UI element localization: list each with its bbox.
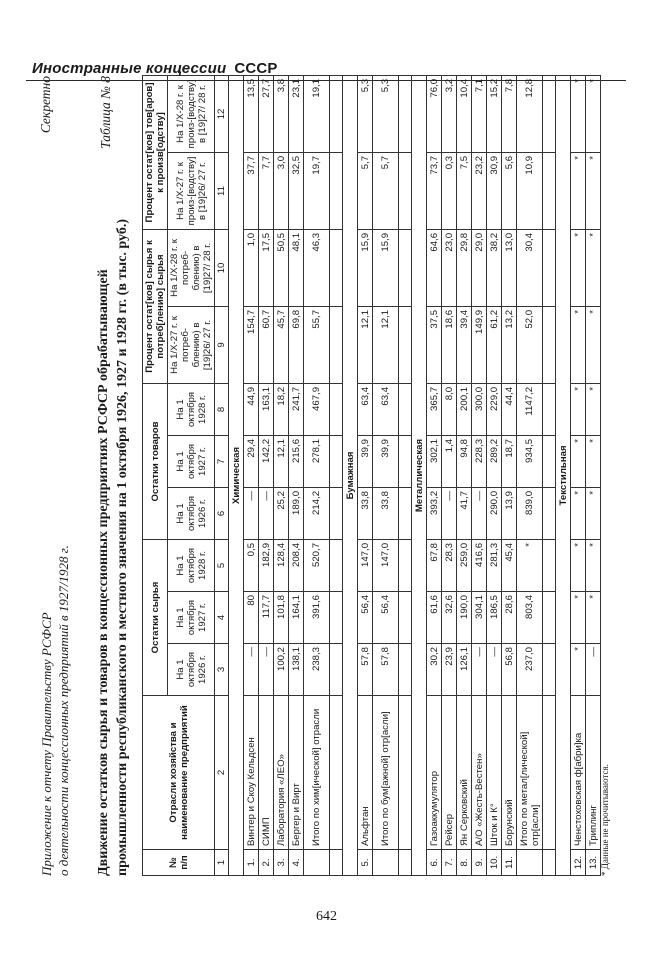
table-number: Таблица № 8 (98, 76, 113, 149)
value-cell: 215,6 (289, 435, 304, 487)
col-pct-raw-27-header: На 1/X-27 г. к потреб-блению) в [19]26/ 27 г. (168, 306, 215, 383)
spacer-cell (399, 539, 412, 591)
enterprise-name-cell: Шток и К° (487, 696, 502, 850)
value-cell: 147,0 (373, 539, 399, 591)
row-number-cell: 3. (274, 850, 289, 876)
value-cell: 138,1 (289, 644, 304, 696)
enterprise-name-cell: Альфтан (358, 696, 373, 850)
col-pct-raw-28-header: На 1/X-28 г. к потреб-блению) в [19]27/ 28 г. (168, 229, 215, 306)
value-cell: 0,5 (244, 539, 259, 591)
column-index-cell: 9 (215, 306, 229, 383)
value-cell: 1147,2 (517, 383, 543, 435)
value-cell: 30,2 (427, 644, 442, 696)
value-cell: 28,3 (442, 539, 457, 591)
value-cell: 50,5 (274, 229, 289, 306)
spacer-cell (399, 435, 412, 487)
spacer-cell (543, 644, 556, 696)
value-cell: 186,5 (487, 592, 502, 644)
rotated-page-content (38, 76, 618, 876)
value-cell: 5,3 (358, 75, 373, 152)
table-row (289, 75, 304, 875)
value-cell: * (586, 383, 601, 435)
row-number-cell: 6. (427, 850, 442, 876)
value-cell: — (244, 644, 259, 696)
value-cell: 76,0 (427, 75, 442, 152)
spacer-cell (399, 592, 412, 644)
value-cell: 13,0 (502, 229, 517, 306)
value-cell: 45,7 (274, 306, 289, 383)
value-cell: 39,4 (457, 306, 472, 383)
spacer-cell (330, 229, 343, 306)
value-cell: 23,0 (442, 229, 457, 306)
spacer-cell (330, 306, 343, 383)
value-cell: 15,2 (487, 75, 502, 152)
value-cell: 45,4 (502, 539, 517, 591)
spacer-cell (543, 435, 556, 487)
value-cell: 10,9 (517, 152, 543, 229)
value-cell: 30,9 (487, 152, 502, 229)
col-goods-1926-header: На 1 октября 1926 г. (168, 487, 215, 539)
value-cell: 128,4 (274, 539, 289, 591)
value-cell: — (244, 487, 259, 539)
value-cell: 29,4 (244, 435, 259, 487)
row-number-cell: 9. (472, 850, 487, 876)
spacer-cell (399, 850, 412, 876)
value-cell: * (586, 229, 601, 306)
value-cell: 200,1 (457, 383, 472, 435)
value-cell: 18,2 (274, 383, 289, 435)
spacer-cell (330, 383, 343, 435)
value-cell: * (586, 152, 601, 229)
value-cell: * (571, 592, 586, 644)
value-cell: — (487, 644, 502, 696)
value-cell: 55,7 (304, 306, 330, 383)
row-number-cell: 7. (442, 850, 457, 876)
value-cell: * (571, 435, 586, 487)
spacer-cell (543, 539, 556, 591)
value-cell: 934,5 (517, 435, 543, 487)
spacer-cell (399, 383, 412, 435)
value-cell: 56,4 (358, 592, 373, 644)
value-cell: 1,4 (442, 435, 457, 487)
section-title-row (412, 75, 427, 875)
value-cell: 37,7 (244, 152, 259, 229)
enterprise-name-cell: Борунский (502, 696, 517, 850)
value-cell: 163,1 (259, 383, 274, 435)
value-cell: 37,5 (427, 306, 442, 383)
table-row (586, 75, 601, 875)
column-index-cell: 6 (215, 487, 229, 539)
value-cell: 15,9 (373, 229, 399, 306)
table-row (244, 75, 259, 875)
spacer-cell (399, 306, 412, 383)
table-row (502, 75, 517, 875)
col-pct-raw-group-header: Процент остат[ков] сырья к потреб[лению] сырья (143, 229, 168, 383)
value-cell: 149,9 (472, 306, 487, 383)
col-name-header: Отрасли хозяйства и наименование предприятий (143, 696, 215, 850)
value-cell: 33,8 (373, 487, 399, 539)
row-number-cell: 13. (586, 850, 601, 876)
table-row (358, 75, 373, 875)
spacer-cell (330, 152, 343, 229)
col-goods-group-header: Остатки товаров (143, 383, 168, 539)
value-cell: 73,7 (427, 152, 442, 229)
value-cell: — (259, 644, 274, 696)
value-cell: * (571, 644, 586, 696)
enterprise-name-cell: Ян Серковский (457, 696, 472, 850)
section-title-row (556, 75, 571, 875)
value-cell: 23,1 (289, 75, 304, 152)
value-cell: * (571, 75, 586, 152)
data-table (142, 75, 601, 876)
value-cell: * (517, 539, 543, 591)
value-cell: 289,2 (487, 435, 502, 487)
enterprise-name-cell: Бергер и Вирт (289, 696, 304, 850)
table-row (457, 75, 472, 875)
spacer-cell (330, 539, 343, 591)
col-pct-goods-28-header: На 1/X-28 г. к произ-[водству] в [19]27/ 28 г. (168, 75, 215, 152)
table-row (259, 75, 274, 875)
spacer-cell (543, 592, 556, 644)
value-cell: 208,4 (289, 539, 304, 591)
column-index-cell: 8 (215, 383, 229, 435)
column-index-cell: 5 (215, 539, 229, 591)
table-row (274, 75, 289, 875)
value-cell: 237,0 (517, 644, 543, 696)
subtotal-row (373, 75, 399, 875)
value-cell: 3,8 (274, 75, 289, 152)
row-number-cell: 4. (289, 850, 304, 876)
row-number-cell (304, 850, 330, 876)
row-number-cell: 1. (244, 850, 259, 876)
value-cell: 44,9 (244, 383, 259, 435)
value-cell: 5,7 (358, 152, 373, 229)
value-cell: * (571, 152, 586, 229)
value-cell: 154,7 (244, 306, 259, 383)
value-cell: * (586, 306, 601, 383)
running-header-country: СССР (234, 60, 278, 77)
value-cell: 39,9 (373, 435, 399, 487)
value-cell: 241,7 (289, 383, 304, 435)
spacer-cell (543, 487, 556, 539)
value-cell: — (586, 644, 601, 696)
value-cell: 27,7 (259, 75, 274, 152)
table-row (427, 75, 442, 875)
value-cell: * (586, 592, 601, 644)
value-cell: 15,9 (358, 229, 373, 306)
value-cell: 5,7 (373, 152, 399, 229)
value-cell: * (571, 383, 586, 435)
value-cell: 8,0 (442, 383, 457, 435)
spacer-cell (543, 306, 556, 383)
appendix-note (38, 545, 72, 876)
subtotal-row (304, 75, 330, 875)
spacer-cell (330, 644, 343, 696)
value-cell: 94,8 (457, 435, 472, 487)
value-cell: 100,2 (274, 644, 289, 696)
spacer-cell (543, 383, 556, 435)
value-cell: 7,8 (502, 75, 517, 152)
value-cell: 29,0 (472, 229, 487, 306)
enterprise-name-cell: Итого по бум[ажной] отр[асли] (373, 696, 399, 850)
column-index-cell: 12 (215, 75, 229, 152)
value-cell: 101,8 (274, 592, 289, 644)
table-row (472, 75, 487, 875)
value-cell: 7,5 (457, 152, 472, 229)
spacer-cell (330, 75, 343, 152)
value-cell: 281,3 (487, 539, 502, 591)
spacer-cell (399, 487, 412, 539)
spacer-cell (330, 696, 343, 850)
value-cell: * (586, 487, 601, 539)
value-cell: 17,5 (259, 229, 274, 306)
value-cell: 28,6 (502, 592, 517, 644)
value-cell: 13,2 (502, 306, 517, 383)
value-cell: 57,8 (373, 644, 399, 696)
value-cell: 7,1 (472, 75, 487, 152)
row-number-cell: 8. (457, 850, 472, 876)
value-cell: 391,6 (304, 592, 330, 644)
value-cell: 304,1 (472, 592, 487, 644)
table-row (442, 75, 457, 875)
value-cell: 0,3 (442, 152, 457, 229)
value-cell: * (571, 539, 586, 591)
value-cell: 803,4 (517, 592, 543, 644)
spacer-cell (330, 850, 343, 876)
value-cell: * (571, 306, 586, 383)
table-heading: Движение остатков сырья и товаров в концессионных предприятиях РСФСР обрабатывающей промышленности республиканского и местного значения на 1 октября 1926, 1927 и 1928 гг. (в тыс. руб.) (96, 219, 130, 876)
value-cell: 57,8 (358, 644, 373, 696)
value-cell: 228,3 (472, 435, 487, 487)
value-cell: 52,0 (517, 306, 543, 383)
value-cell: 39,9 (358, 435, 373, 487)
enterprise-name-cell: Триплинг (586, 696, 601, 850)
appendix-line-1: Приложение к отчету Правительству РСФСР (39, 612, 54, 876)
row-number-cell: 11. (502, 850, 517, 876)
value-cell: 416,6 (472, 539, 487, 591)
row-number-cell: 5. (358, 850, 373, 876)
running-header-text: Иностранные концессии (32, 60, 227, 77)
value-cell: 190,0 (457, 592, 472, 644)
value-cell: 38,2 (487, 229, 502, 306)
enterprise-name-cell: СИМП (259, 696, 274, 850)
spacer-cell (399, 644, 412, 696)
value-cell: 29,8 (457, 229, 472, 306)
value-cell: * (586, 539, 601, 591)
secret-label: Секретно (38, 76, 53, 134)
value-cell: 63,4 (373, 383, 399, 435)
value-cell: 302,1 (427, 435, 442, 487)
value-cell: 23,2 (472, 152, 487, 229)
value-cell: 393,2 (427, 487, 442, 539)
value-cell: 10,4 (457, 75, 472, 152)
col-raw-group-header: Остатки сырья (143, 539, 168, 695)
value-cell: 126,1 (457, 644, 472, 696)
value-cell: 5,6 (502, 152, 517, 229)
value-cell: 64,6 (427, 229, 442, 306)
value-cell: 44,4 (502, 383, 517, 435)
enterprise-name-cell: Итого по хим[ической] отрасли (304, 696, 330, 850)
enterprise-name-cell: Ченстоховская ф[абри]ка (571, 696, 586, 850)
col-raw-1926-header: На 1 октября 1926 г. (168, 644, 215, 696)
section-title-cell: Текстильная (556, 75, 571, 875)
value-cell: 365,7 (427, 383, 442, 435)
value-cell: 23,9 (442, 644, 457, 696)
subtotal-row (517, 75, 543, 875)
value-cell: * (586, 75, 601, 152)
value-cell: 41,7 (457, 487, 472, 539)
value-cell: 12,1 (274, 435, 289, 487)
value-cell: 46,3 (304, 229, 330, 306)
value-cell: 32,5 (289, 152, 304, 229)
table-row (571, 75, 586, 875)
value-cell: 32,6 (442, 592, 457, 644)
row-number-cell (517, 850, 543, 876)
value-cell: 56,8 (502, 644, 517, 696)
value-cell: 142,2 (259, 435, 274, 487)
col-pct-goods-group-header: Процент остат[ков] тов[аров] к произв[одству] (143, 75, 168, 229)
row-number-cell: 2. (259, 850, 274, 876)
enterprise-name-cell: Рейсер (442, 696, 457, 850)
value-cell: 5,3 (373, 75, 399, 152)
value-cell: 147,0 (358, 539, 373, 591)
value-cell: 69,8 (289, 306, 304, 383)
spacer-cell (330, 592, 343, 644)
value-cell: 3,2 (442, 75, 457, 152)
spacer-row (330, 75, 343, 875)
value-cell: 12,1 (373, 306, 399, 383)
section-title-row (343, 75, 358, 875)
value-cell: 520,7 (304, 539, 330, 591)
row-number-cell: 10. (487, 850, 502, 876)
value-cell: 1,0 (244, 229, 259, 306)
spacer-cell (399, 696, 412, 850)
section-title-cell: Бумажная (343, 75, 358, 875)
value-cell: 182,9 (259, 539, 274, 591)
spacer-cell (543, 229, 556, 306)
value-cell: 300,0 (472, 383, 487, 435)
value-cell: 467,9 (304, 383, 330, 435)
value-cell: — (442, 487, 457, 539)
col-goods-1927-header: На 1 октября 1927 г. (168, 435, 215, 487)
value-cell: 18,7 (502, 435, 517, 487)
value-cell: — (259, 487, 274, 539)
enterprise-name-cell: Итого по метал[лической] отр[асли] (517, 696, 543, 850)
row-number-cell (373, 850, 399, 876)
enterprise-name-cell: Лаборатория «ЛЕО» (274, 696, 289, 850)
page-number: 642 (316, 909, 337, 924)
spacer-cell (330, 435, 343, 487)
value-cell: 238,3 (304, 644, 330, 696)
table-row (487, 75, 502, 875)
value-cell: * (571, 487, 586, 539)
value-cell: 290,0 (487, 487, 502, 539)
value-cell: 18,6 (442, 306, 457, 383)
column-index-cell: 11 (215, 152, 229, 229)
value-cell: 61,6 (427, 592, 442, 644)
col-pct-goods-27-header: На 1/X-27 г. к произ-[водству] в [19]26/ 27 г. (168, 152, 215, 229)
value-cell: 164,1 (289, 592, 304, 644)
value-cell: 63,4 (358, 383, 373, 435)
value-cell: 117,7 (259, 592, 274, 644)
column-index-cell: 2 (215, 696, 229, 850)
value-cell: 13,9 (502, 487, 517, 539)
col-raw-1927-header: На 1 октября 1927 г. (168, 592, 215, 644)
section-title-cell: Химическая (229, 75, 244, 875)
spacer-row (399, 75, 412, 875)
spacer-cell (543, 75, 556, 152)
spacer-cell (399, 152, 412, 229)
value-cell: 259,0 (457, 539, 472, 591)
value-cell: 12,1 (358, 306, 373, 383)
appendix-line-2: о деятельности концессионных предприятий в 1927/1928 г. (56, 545, 71, 876)
row-number-cell: 12. (571, 850, 586, 876)
spacer-cell (543, 696, 556, 850)
value-cell: 839,0 (517, 487, 543, 539)
value-cell: 13,5 (244, 75, 259, 152)
spacer-cell (543, 152, 556, 229)
column-index-row (215, 75, 229, 875)
value-cell: 278,1 (304, 435, 330, 487)
value-cell: * (571, 229, 586, 306)
footnote: * Данные не прочитываются. (600, 764, 610, 876)
value-cell: 12,8 (517, 75, 543, 152)
enterprise-name-cell: Газоаккумулятор (427, 696, 442, 850)
col-goods-1928-header: На 1 октября 1928 г. (168, 383, 215, 435)
value-cell: 19,1 (304, 75, 330, 152)
value-cell: 189,0 (289, 487, 304, 539)
value-cell: 229,0 (487, 383, 502, 435)
value-cell: 80 (244, 592, 259, 644)
value-cell: 60,7 (259, 306, 274, 383)
value-cell: * (586, 435, 601, 487)
column-index-cell: 4 (215, 592, 229, 644)
value-cell: 61,2 (487, 306, 502, 383)
value-cell: 56,4 (373, 592, 399, 644)
column-index-cell: 7 (215, 435, 229, 487)
enterprise-name-cell: А/О «Жесть-Вестен» (472, 696, 487, 850)
column-index-cell: 1 (215, 850, 229, 876)
column-index-cell: 10 (215, 229, 229, 306)
spacer-cell (399, 75, 412, 152)
spacer-cell (399, 229, 412, 306)
column-index-cell: 3 (215, 644, 229, 696)
value-cell: — (472, 487, 487, 539)
value-cell: 3,0 (274, 152, 289, 229)
spacer-cell (330, 487, 343, 539)
value-cell: 7,7 (259, 152, 274, 229)
col-raw-1928-header: На 1 октября 1928 г. (168, 539, 215, 591)
value-cell: 33,8 (358, 487, 373, 539)
value-cell: 30,4 (517, 229, 543, 306)
value-cell: 214,2 (304, 487, 330, 539)
value-cell: 25,2 (274, 487, 289, 539)
value-cell: — (472, 644, 487, 696)
value-cell: 67,8 (427, 539, 442, 591)
spacer-row (543, 75, 556, 875)
col-num-header: № п/п (143, 850, 215, 876)
enterprise-name-cell: Винтер и Скоу Кельдсен (244, 696, 259, 850)
section-title-row (229, 75, 244, 875)
section-title-cell: Металлическая (412, 75, 427, 875)
value-cell: 48,1 (289, 229, 304, 306)
value-cell: 19,7 (304, 152, 330, 229)
spacer-cell (543, 850, 556, 876)
